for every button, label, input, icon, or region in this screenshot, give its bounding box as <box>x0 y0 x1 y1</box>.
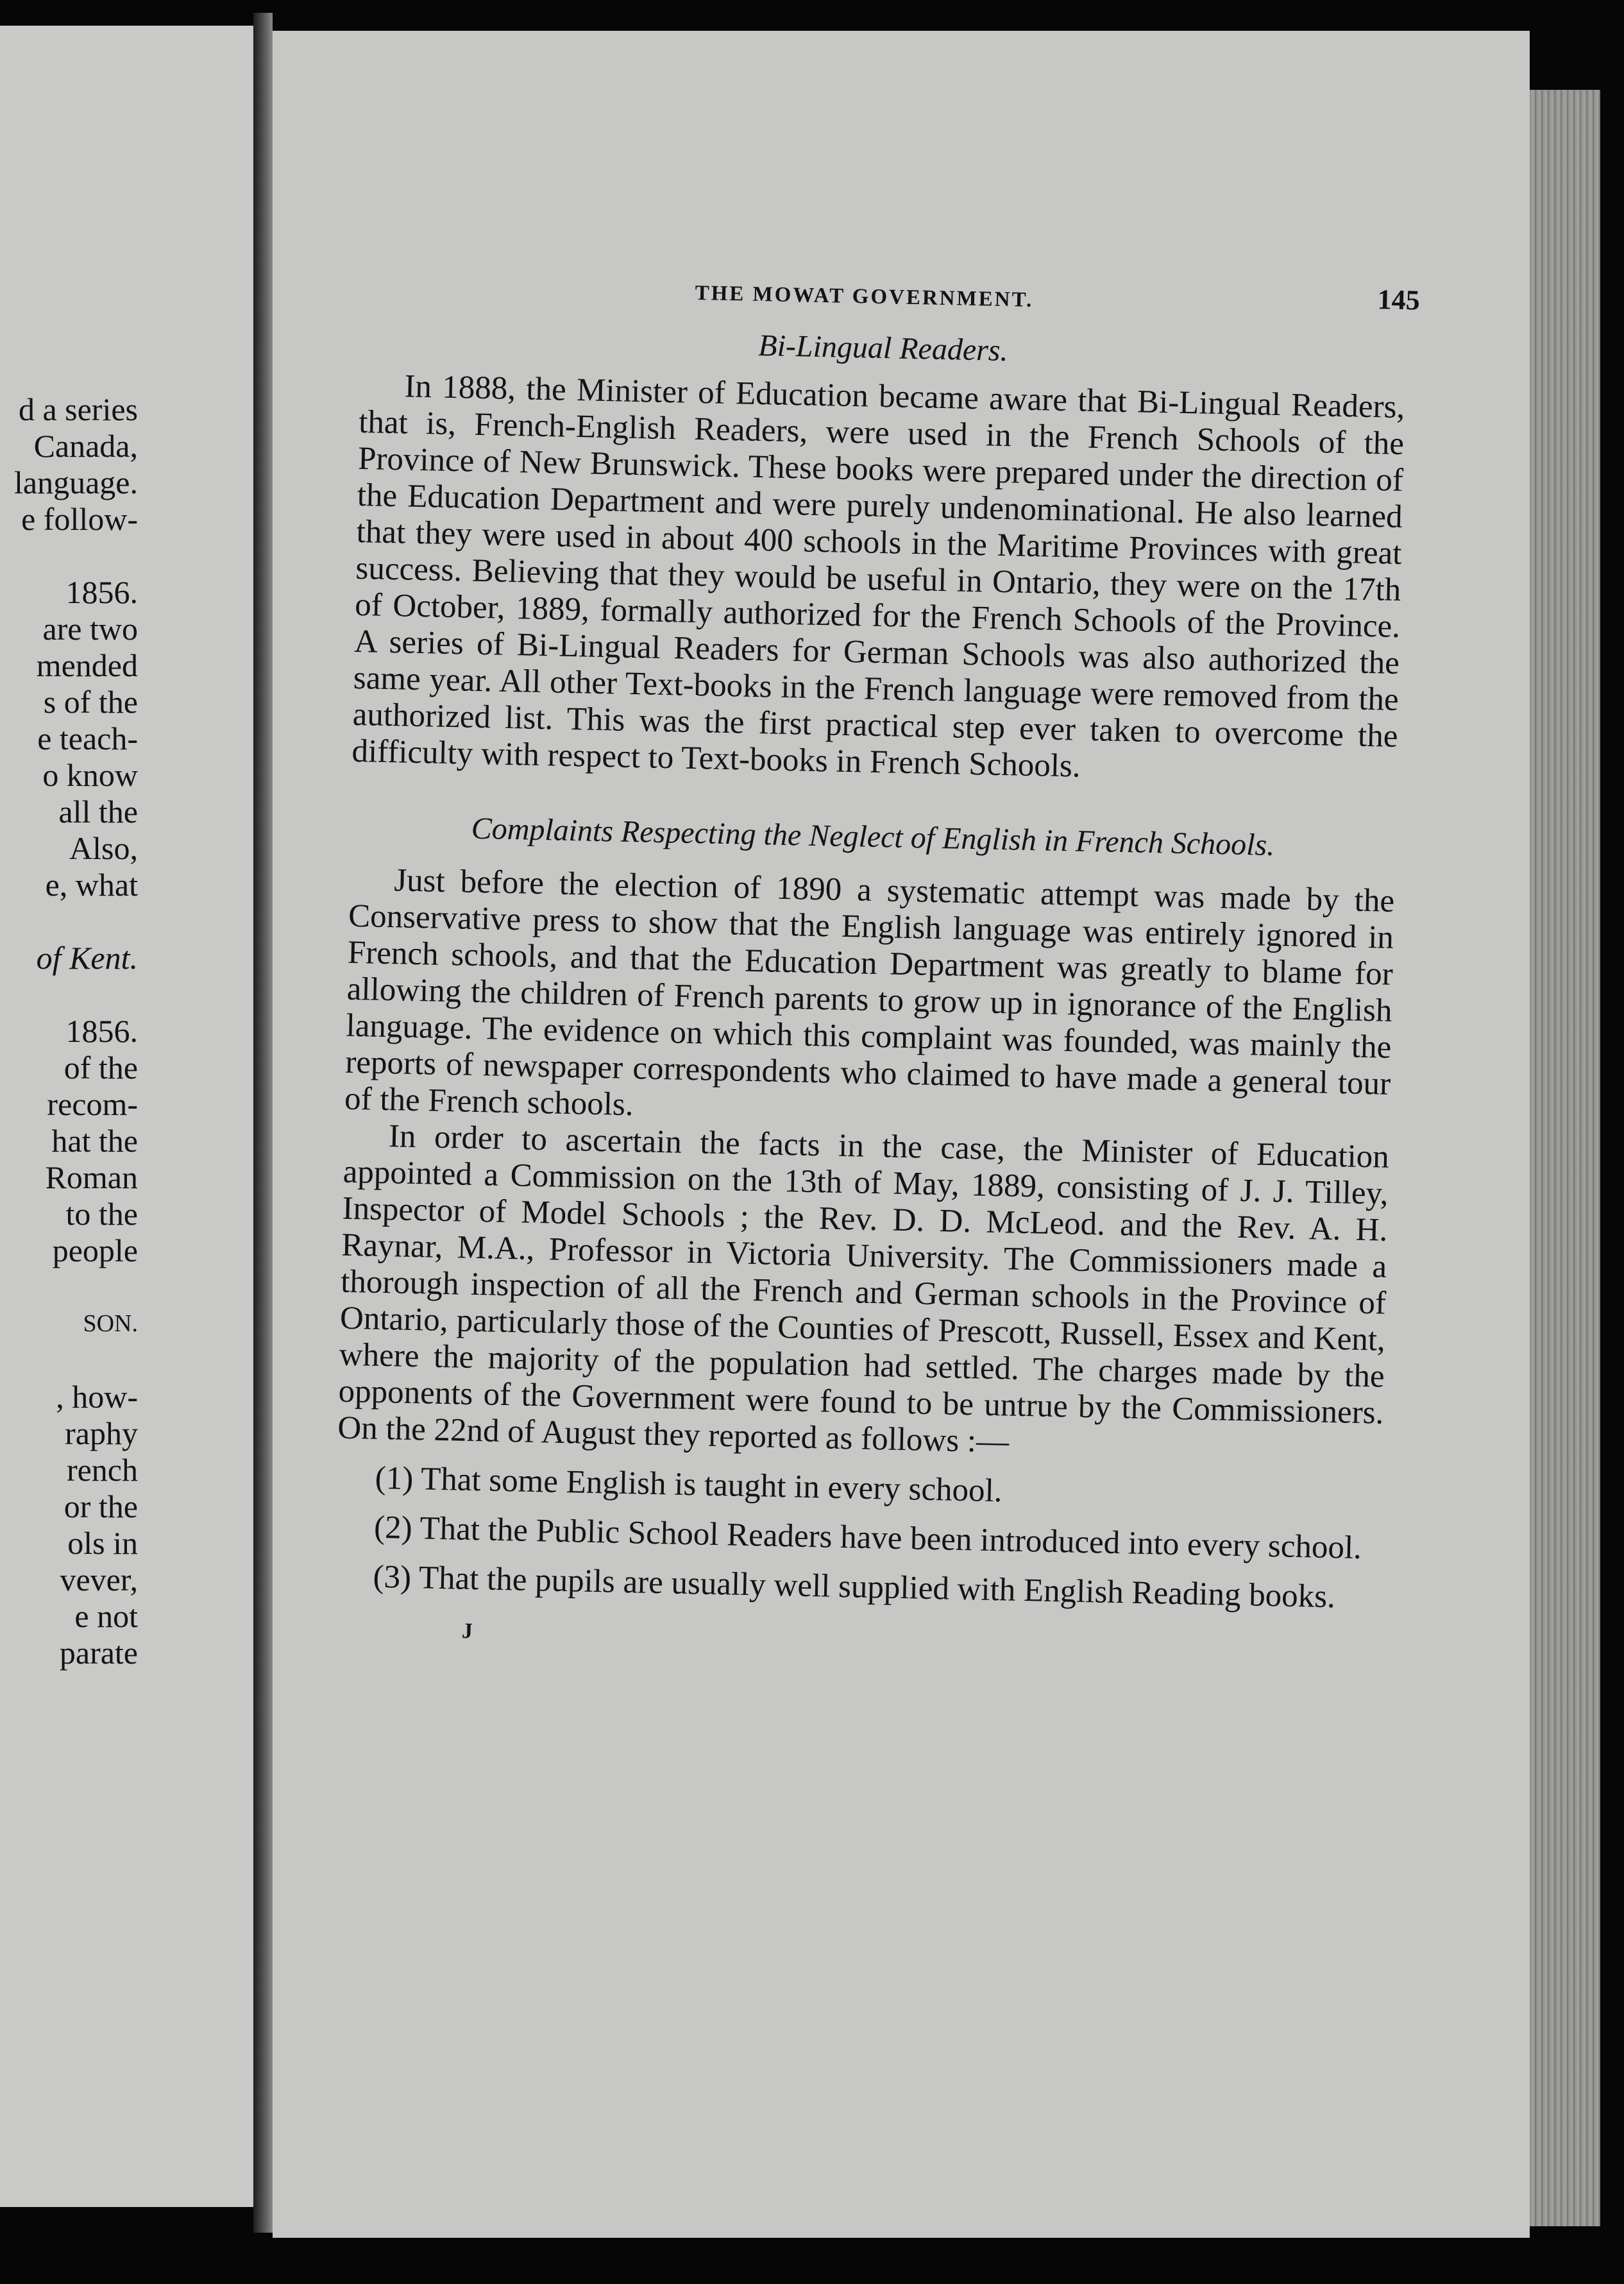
left-fragment: are two <box>42 611 138 647</box>
left-fragment: vever, <box>60 1562 138 1598</box>
left-fragment: e follow- <box>21 501 138 537</box>
left-fragment: e, what <box>45 867 138 903</box>
left-fragment: Roman <box>45 1159 138 1195</box>
left-fragment: language. <box>14 464 138 500</box>
left-fragment: e teach- <box>37 720 138 756</box>
book-gutter <box>253 13 273 2233</box>
left-fragment: to the <box>65 1196 138 1232</box>
right-page <box>273 31 1530 2238</box>
left-fragment: people <box>52 1232 138 1268</box>
left-fragment: o know <box>42 757 138 793</box>
left-fragment: all the <box>58 794 138 830</box>
paragraph-bilingual-readers: In 1888, the Minister of Education became aware that Bi-Lingual Readers, that is, French-English Readers, were used in the French Schools of the Province of New Brunswick. These books were prepared under the direction of the Education Department and were purely undenominational. He also learned that they were used in about 400 schools in the Maritime Provinces with great success. Believing that they would be useful in Ontario, they were on the 17th of October, 1889, formally authorized for the French Schools of the Province. A series of Bi-Lingual Readers for German Schools was also authorized the same year. All other Text-books in the French language were removed from the authorized list. This was the first practical step ever taken to overcome the difficulty with respect to Text-books in French Schools. <box>351 368 1405 785</box>
page-edges <box>1530 90 1600 2226</box>
left-fragment: recom- <box>47 1086 138 1122</box>
left-fragment: ols in <box>67 1525 138 1561</box>
left-fragment: parate <box>59 1635 138 1671</box>
left-fragment: hat the <box>51 1123 138 1159</box>
left-page-text-fragments <box>14 391 138 1671</box>
left-fragment: rench <box>66 1452 138 1488</box>
page-text-block <box>334 249 1421 1663</box>
page-number: 145 <box>1377 284 1421 316</box>
left-fragment: of Kent. <box>36 940 138 976</box>
paragraph-commission: In order to ascertain the facts in the case, the Minister of Education appointed a Commission on the 13th of May, 1889, consisting of J. J. Tilley, Inspector of Model Schools ; the Rev. D. D. McLeod. and the Rev. A. H. Raynar, M.A., Professor in Victoria University. The Commissioners made a thorough inspection of all the French and German schools in the Province of Ontario, particularly those of the Counties of Prescott, Russell, Essex and Kent, where the majority of the population had settled. The charges made by the opponents of the Government were found to be untrue by the Commissioners. On the 22nd of August they reported as follows :— <box>337 1118 1390 1460</box>
finding-item: (1) That some English is taught in every school. <box>375 1460 1003 1510</box>
finding-item: (2) That the Public School Readers have been introduced into every school. <box>373 1509 1362 1567</box>
left-fragment: SON. <box>83 1310 138 1337</box>
left-fragment: 1856. <box>65 574 138 610</box>
section-heading-bilingual-readers: Bi-Lingual Readers. <box>757 328 1009 368</box>
left-page <box>0 26 253 2207</box>
left-fragment: of the <box>63 1050 138 1086</box>
left-fragment: e not <box>74 1598 138 1634</box>
left-fragment: raphy <box>65 1415 138 1451</box>
left-fragment: mended <box>36 647 138 683</box>
section-heading-complaints: Complaints Respecting the Neglect of English in French Schools. <box>471 811 1275 862</box>
left-fragment: or the <box>63 1488 138 1524</box>
left-fragment: , how- <box>56 1379 138 1415</box>
running-head: THE MOWAT GOVERNMENT. <box>695 281 1034 312</box>
left-fragment: s of the <box>43 684 138 720</box>
finding-item: (3) That the pupils are usually well supplied with English Reading books. <box>373 1558 1336 1615</box>
left-fragment: 1856. <box>65 1013 138 1049</box>
paragraph-election-1890: Just before the election of 1890 a systematic attempt was made by the Conservative press to show that the English language was entirely ignored in French schools, and that the Education Department was greatly to blame for allowing the children of French parents to grow up in ignorance of the English language. The evidence on which this complaint was founded, was mainly the reports of newspaper correspondents who claimed to have made a general tour of the French schools. <box>344 862 1395 1123</box>
signature-mark: J <box>461 1619 473 1644</box>
left-fragment: Canada, <box>33 428 138 464</box>
left-fragment: d a series <box>18 391 138 427</box>
left-fragment: Also, <box>69 830 138 866</box>
